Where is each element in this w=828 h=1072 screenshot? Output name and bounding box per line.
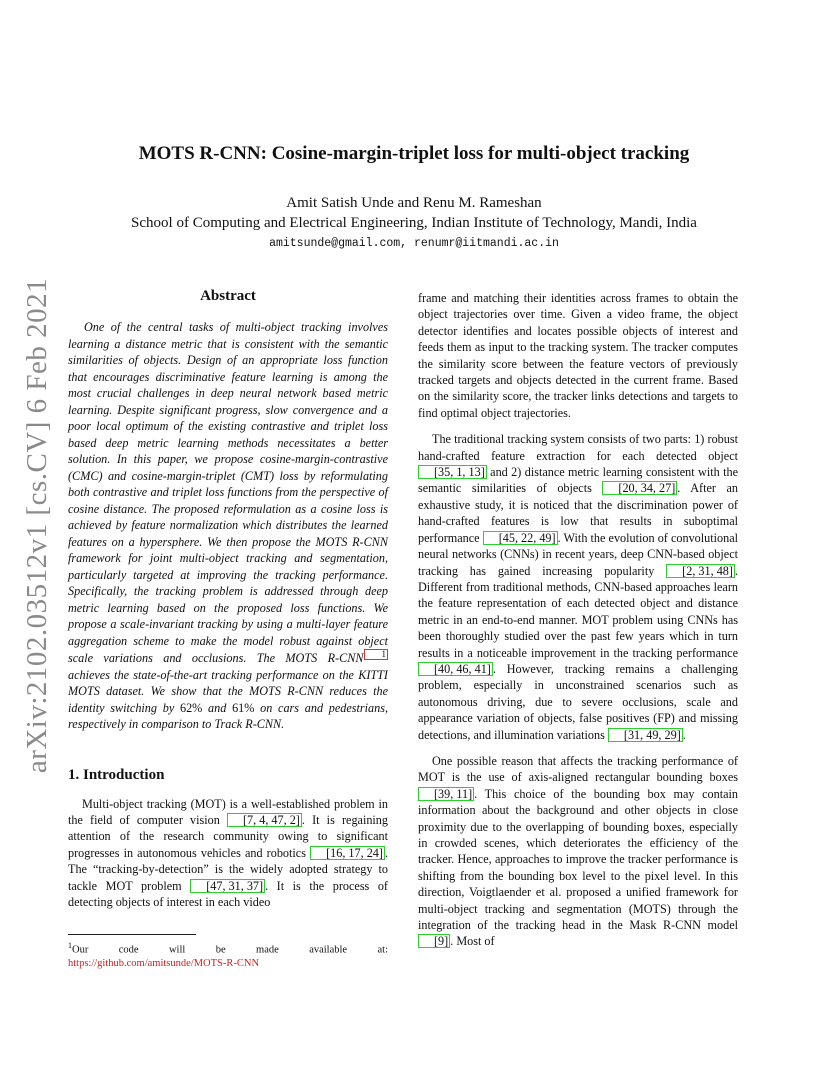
citation-link[interactable]: [35, 1, 13] (418, 465, 487, 479)
text-run: . (682, 727, 686, 742)
left-column (68, 288, 388, 920)
citation-link[interactable]: [31, 49, 29] (608, 728, 683, 742)
citation-link[interactable]: [47, 31, 37] (190, 879, 265, 893)
paper-title: MOTS R-CNN: Cosine-margin-triplet loss for multi-object tracking (138, 143, 690, 164)
abstract-part: One of the central tasks of multi-object tracking involves learning a distance metric that is consistent with the semantic similarities of objects. Design of an appropriate loss function that encourages discriminative feature learning is among the most crucial challenges in deep neural network based metric learning. Despite significant progress, slow convergence and a poor local optimum of the existing contrastive and triplet loss based deep metric learning methods necessitates a better solution. In this paper, we propose cosine-margin-contrastive (CMC) and cosine-margin-triplet (CMT) loss by reformulating both contrastive and triplet loss functions from the perspective of cosine distance. The proposed reformulation as a cosine loss is achieved by feature normalization which distributes the learned features on a hypersphere. We then propose the MOTS R-CNN framework for joint multi-object tracking and segmentation, particularly targeted at improving the tracking performance. Specifically, the tracking problem is addressed through deep metric learning based on the proposed loss functions. We propose a scale-invariant tracking by using a multi-layer feature aggregation scheme to make the model robust against object scale variations and occlusions. The MOTS R-CNN (68, 320, 388, 666)
text-run: . With the evolution of convolutional neural networks (CNNs) in recent years, deep CNN-based object tracking has gained increasing popularity (418, 530, 738, 578)
text-run: One possible reason that affects the tracking performance of MOT is the use of axis-aligned rectangular bounding boxes (418, 753, 738, 785)
text-run: . It is regaining attention of the research community owing to significant progresses in autonomous vehicles and robotics (68, 812, 388, 860)
body-paragraph: frame and matching their identities across frames to obtain the object trajectories over time. Given a video frame, the object detector identifies and locates possible objects of interest and feeds them as input to the tracking system. The tracker computes the similarity score between the feature vectors of previously tracked targets and objects detected in the current frame. Based on the similarity score, the tracker links detections and targets to find optimal object trajectories. (418, 291, 738, 420)
footnote-body: Our code will be made available at: (72, 944, 388, 956)
footnote-link[interactable]: 1 (364, 649, 389, 660)
text-run: . Different from traditional methods, CNN-based approaches learn the feature representation of each detected object and distance metric in an end-to-end manner. MOT problem using CNNs has been thoroughly studied over the past few years which in turn results in a noticeable improvement in the tracking performance (418, 563, 738, 660)
text-run: . After an exhaustive study, it is noticed that the discrimination power of hand-crafted features is low that results in suboptimal performance (418, 481, 738, 545)
abstract-text (68, 319, 388, 733)
abstract-percent-cars: 62% (179, 700, 203, 715)
citation-link[interactable]: [7, 4, 47, 2] (227, 813, 302, 827)
text-run: . Most of (450, 934, 495, 949)
right-column (418, 290, 738, 960)
arxiv-identifier: arXiv:2102.03512v1 [cs.CV] 6 Feb 2021 (21, 277, 54, 773)
citation-link[interactable]: [20, 34, 27] (602, 481, 677, 495)
text-run: . The “tracking-by-detection” is the widely adopted strategy to tackle MOT problem (68, 845, 388, 893)
footnote-url[interactable]: https://github.com/amitsunde/MOTS-R-CNN (68, 957, 260, 969)
paper-authors: Amit Satish Unde and Renu M. Rameshan (286, 195, 542, 211)
text-run: The traditional tracking system consists of two parts: 1) robust hand-crafted feature extraction for each detected object (418, 432, 738, 463)
text-run: . It is the process of detecting objects of interest in each video (68, 878, 388, 909)
footnote-number: 1 (68, 941, 72, 950)
citation-link[interactable]: [16, 17, 24] (310, 846, 385, 860)
text-run: . However, tracking remains a challenging problem, especially in unconstrained scenarios such as autonomous driving, due to severe occlusions, scale and appearance variation of objects, false positives (FP) and missing detections, and illumination variations (418, 661, 738, 742)
text-run: Multi-object tracking (MOT) is a well-established problem in the field of computer vision (68, 796, 388, 827)
paper-affiliation: School of Computing and Electrical Engineering, Indian Institute of Technology, Mandi, India (131, 215, 697, 231)
citation-link[interactable]: [40, 46, 41] (418, 662, 493, 676)
body-paragraph (418, 753, 738, 950)
footnote-rule (68, 934, 196, 935)
paper-emails: amitsunde@gmail.com, renumr@iitmandi.ac.in (269, 237, 559, 250)
abstract-part: achieves the state-of-the-art tracking performance on the KITTI MOTS dataset. We show that the MOTS R-CNN reduces the identity switching by (68, 667, 388, 715)
citation-link[interactable]: [9] (418, 934, 450, 948)
section-heading-introduction: 1. Introduction (68, 766, 165, 783)
text-run: . This choice of the bounding box may contain information about the background and other objects in close proximity due to the overlapping of bounding boxes, especially in crowded scenes, which deteriorates the efficiency of the tracker. Hence, approaches to improve the tracker performance is shifting from the bounding box level to the pixel level. In this direction, Voigtlaender et al. proposed a unified framework for multi-object tracking and segmentation (MOTS) through the integration of the tracking head in the Mask R-CNN model (418, 786, 738, 933)
abstract-percent-pedestrians: 61% (232, 700, 255, 715)
citation-link[interactable]: [45, 22, 49] (483, 531, 558, 545)
footnote (68, 934, 388, 969)
abstract-part: on cars and pedestrians, respectively in comparison to Track R-CNN. (68, 700, 389, 732)
arxiv-sidebar (18, 277, 58, 773)
citation-link[interactable]: [39, 11] (418, 787, 474, 801)
intro-paragraph (68, 796, 388, 911)
abstract-part: and (202, 700, 233, 715)
citation-link[interactable]: [2, 31, 48] (666, 564, 735, 578)
body-paragraph (418, 431, 738, 743)
text-run: and 2) distance metric learning consistent with the semantic similarities of objects (418, 465, 738, 496)
abstract-heading: Abstract (200, 288, 256, 304)
footnote-text (68, 939, 388, 958)
